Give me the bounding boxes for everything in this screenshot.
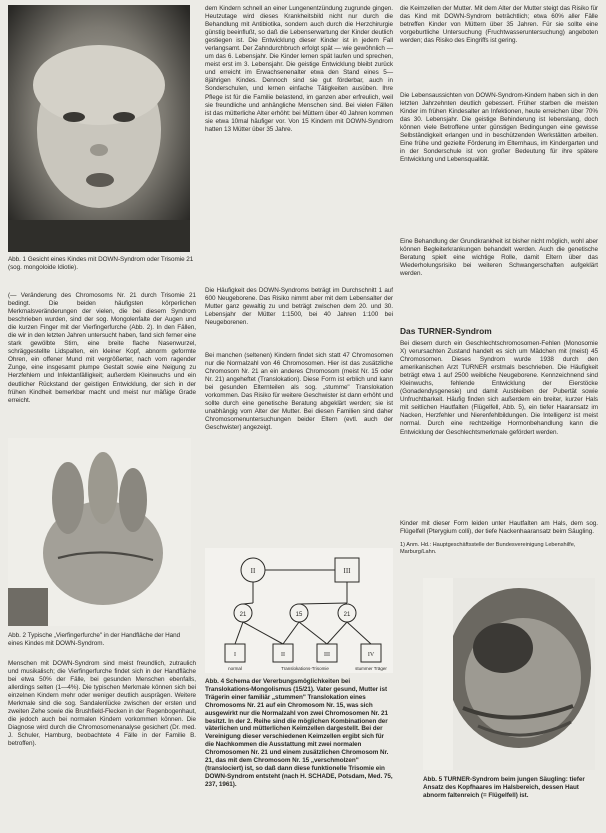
caption-abb2: Abb. 2 Typische „Vierfingerfurche" in der Handfläche der Hand eines Kindes mit DOWN-Syndrom. [8, 632, 181, 647]
paragraph: Die Häufigkeit des DOWN-Syndroms beträgt im Durchschnitt 1 auf 600 Neugeborene. Das Risiko nimmt aber mit dem Lebensalter der Mutter ganz gewaltig zu und beträgt zwischen dem 20. und 30. Lebensjahr der Mütter 1:1500, bei 40 Jahren 1:100 bei Neugeborenen. [205, 287, 393, 327]
text-column-3a [400, 5, 598, 45]
diagram-label: IV [367, 652, 375, 658]
paragraph: dem Kindern schnell an einer Lungenentzündung zugrunde gingen. Heutzutage wird dieses Krankheitsbild nicht nur durch die Behandlung mit Antibiotika, sondern auch durch die Herzchirurgie günstig beeinflußt, so daß die Lebenserwartung der Kinder deutlich gestiegen ist. Die Entwicklung dieser Kinder ist in jedem Fall verlangsamt. Der Zahndurchbruch erfolgt spät — wie gewöhnlich — um das 6. Lebensjahr. Die Kinder lernen spät laufen und sprechen, meist erst im 3. Lebensjahr. Die geistige Entwicklung bleibt zurück und erreicht im Erwachsenenalter etwa den Stand eines 5—8jährigen Kindes. Dennoch sind sie gut förderbar, auch in Sonderschulen, und lernen einfache Tätigkeiten ausüben. Ihre Pflege ist für die Familie belastend, im ganzen aber erfreulich, weil sie freundliche und anhängliche Menschen sind. Bei vielen Fällen ist das mütterliche Alter erhöht: bei Müttern über 40 Jahren kommen sie etwa 10mal häufiger vor. Von 15 Kindern mit DOWN-Syndrom hatten 13 Mütter über 35 Jahre. [205, 5, 393, 133]
paragraph: die Keimzellen der Mutter. Mit dem Alter der Mutter steigt das Risiko für das Kind mit DOWN-Syndrom beträchtlich; etwa 60% aller Fälle betreffen Kinder von Müttern über 35 Jahren. Für sie sollte eine vorgeburtliche Untersuchung (Fruchtwasseruntersuchung) angeboten werden; das Risiko des Eingriffs ist gering. [400, 5, 598, 45]
diagram-label: 21 [343, 612, 351, 618]
diagram-label: III [324, 652, 330, 658]
text-column-1b [8, 660, 196, 749]
diagram-translocation [205, 548, 393, 673]
text-column-1a [8, 292, 196, 405]
paragraph: Eine Behandlung der Grundkrankheit ist bisher nicht möglich, wohl aber können Begleiterkrankungen behandelt werden. Auch die genetische Beratung spielt eine wichtige Rolle, damit Eltern über das Wiederholungsrisiko bei weiteren Schwangerschaften aufgeklärt werden. [400, 238, 598, 278]
diagram-label: I [234, 652, 236, 658]
paragraph: (— Veränderung des Chromosoms Nr. 21 durch Trisomie 21 bedingt. Die beiden häufigsten körperlichen Merkmalsveränderungen der vielen, die bei diesem Syndrom beschrieben wurden, sind der sog. Mongolenfalte der Augen und die kurzen Finger mit der Vierfingerfurche (Abb. 2). In den Fällen, die wir in den letzten Jahren untersucht haben, fand sich ferner eine stark gewölbte Stirn, eine breite flache Nasenwurzel, schräggestellte Lidspalten, ein kleiner Kopf, abnorm geformte Ohren, ein offener Mund mit vergrößerter, nach vorn ragender Zunge, eine insgesamt plumpe Gestalt sowie eine Neigung zu Herzfehlern und Infektanfälligkeit; außerdem Kleinwuchs und ein deutlicher Rückstand der geistigen Entwicklung, der sich in der frühen Kindheit bemerkbar macht und meist nur mäßige Grade erreicht. [8, 292, 196, 404]
text-column-3c [400, 238, 598, 278]
diagram-label: 21 [239, 612, 247, 618]
turner-heading: Das TURNER-Syndrom [400, 326, 492, 336]
footnote: 1) Anm. Hd.: Hauptgeschäftsstelle der Bundesvereinigung Lebenshilfe, Marburg/Lahn. [400, 542, 576, 555]
caption-abb1: Abb. 1 Gesicht eines Kindes mit DOWN-Syndrom oder Trisomie 21 (sog. mongoloide Idiotie). [8, 256, 194, 271]
paragraph: Bei diesem durch ein Geschlechtschromosomen-Fehlen (Monosomie X) verursachten Zustand handelt es sich um Mädchen mit (meist) 45 Chromosomen. Dieses Syndrom wurde 1938 durch den amerikanischen Arzt TURNER erstmals beschrieben. Die Häufigkeit beträgt etwa 1 auf 2500 weibliche Neugeborene. Kennzeichnend sind Kleinwuchs, fehlende Entwicklung der Eierstöcke (Gonadendysgenesie) und damit Ausbleiben der Pubertät sowie Unfruchtbarkeit. Häufig finden sich außerdem ein breiter, kurzer Hals mit seitlichen Hautfalten (Flügelfell, Abb. 5), ein tiefer Haaransatz im Nacken, Herzfehler und Nierenfehlbildungen. Die Intelligenz ist meist normal. Durch eine rechtzeitige Hormonbehandlung kann die Entwicklung der Geschlechtsmerkmale gefördert werden. [400, 340, 598, 436]
text-column-3b [400, 92, 598, 164]
diagram-label: II [281, 652, 285, 658]
text-column-3e [400, 520, 598, 536]
paragraph: Die Lebensaussichten von DOWN-Syndrom-Kindern haben sich in den letzten Jahrzehnten deutlich gebessert. Früher starben die meisten Kinder im frühen Kindesalter an Infektionen, heute erreichen über 70% das 30. Lebensjahr. Die geistige Behinderung ist lebenslang, doch können viele Betroffene unter günstigen Bedingungen eine gewisse Selbständigkeit erlangen und in beschützenden Werkstätten arbeiten. Eine frühe und gezielte Förderung im Elternhaus, im Kindergarten und in der Sonderschule ist von großer Bedeutung für ihre spätere Entwicklung und Lebensqualität. [400, 92, 598, 164]
text-column-3d [400, 340, 598, 437]
photo-child-face [8, 5, 190, 252]
diagram-label: II [250, 567, 256, 575]
diagram-label: normal [228, 666, 242, 671]
diagram-label: stummer Träger [355, 666, 387, 671]
diagram-label: Translokations-Trisomie [281, 666, 329, 671]
text-column-2c [205, 352, 393, 432]
caption-abb4: Abb. 4 Schema der Vererbungsmöglichkeiten bei Translokations-Mongolismus (15/21). Vater gesund, Mutter ist Trägerin einer familiär „stummen" Translokation eines Chromosoms Nr. 21 auf ein Chromosom Nr. 15, was sich ausgewirkt nur die Normalzahl von zwei Chromosomen Nr. 21 besitzt. In der 2. Reihe sind die möglichen Kombinationen der väterlichen und mütterlichen Keimzellen dargestellt. Bei der Vereinigung dieser verschiedenen Keimzellen ergibt sich für die Nachkommen die Ausstattung mit zwei normalen Chromosomen Nr. 21 und einem zusätzlichen Chromosom Nr. 21, das mit dem Chromosom Nr. 15 „verschmolzen" (translociert) ist, so daß dann diese funktionelle Trisomie ein DOWN-Syndrom entsteht (nach H. SCHADE, Potsdam, Med. 75, 237, 1961). [205, 678, 393, 788]
photo-hand [8, 438, 191, 626]
caption-abb5: Abb. 5 TURNER-Syndrom beim jungen Säugling: tiefer Ansatz des Kopfhaares im Halsbereich, dessen Haut abnorm faltenreich (= Flügelfell) ist. [423, 776, 585, 799]
text-column-2b [205, 287, 393, 327]
paragraph: Menschen mit DOWN-Syndrom sind meist freundlich, zutraulich und musikalisch; die Vierfingerfurche findet sich in der Handfläche bei etwa 50% der Fälle, bei gesunden Menschen ebenfalls, allerdings selten (1—4%). Die typischen Merkmale können sich bei einzelnen Kindern mehr oder weniger deutlich ausprägen. Weitere Merkmale sind die sog. Sandalenlücke zwischen der ersten und zweiten Zehe sowie die Brushfield-Flecken in der Regenbogenhaut, die jedoch auch bei normalen Kindern vorkommen können. Die Diagnose wird durch die Chromosomenanalyse gesichert (Dr. med. J. Schuler, Hamburg, beobachtete 4 Fälle in der Familie B. betroffen). [8, 660, 196, 748]
text-column-2a [205, 5, 393, 134]
paragraph: Kinder mit dieser Form leiden unter Hautfalten am Hals, dem sog. Flügelfell (Pterygium colli), der tiefe Nackenhaaransatz beim Säugling. [400, 520, 598, 536]
diagram-label: III [343, 567, 351, 575]
photo-turner-infant [423, 578, 595, 770]
diagram-label: 15 [295, 612, 303, 618]
paragraph: Bei manchen (seltenen) Kindern findet sich statt 47 Chromosomen nur die Normalzahl von 46 Chromosomen. Hier ist das zusätzliche Chromosom Nr. 21 an ein anderes Chromosom (meist Nr. 15 oder Nr. 21) angeheftet (Translokation). Diese Form ist erblich und kann bei gesunden Elternteilen als sog. „stumme" Translokation vorkommen. Das Risiko für weitere Geschwister ist dann erhöht und sollte durch eine genetische Beratung abgeklärt werden; sie ist unabhängig vom Alter der Mutter. Bei diesen Familien sind daher Chromosomenuntersuchungen beider Eltern (evtl. auch der Geschwister) angezeigt. [205, 352, 393, 432]
